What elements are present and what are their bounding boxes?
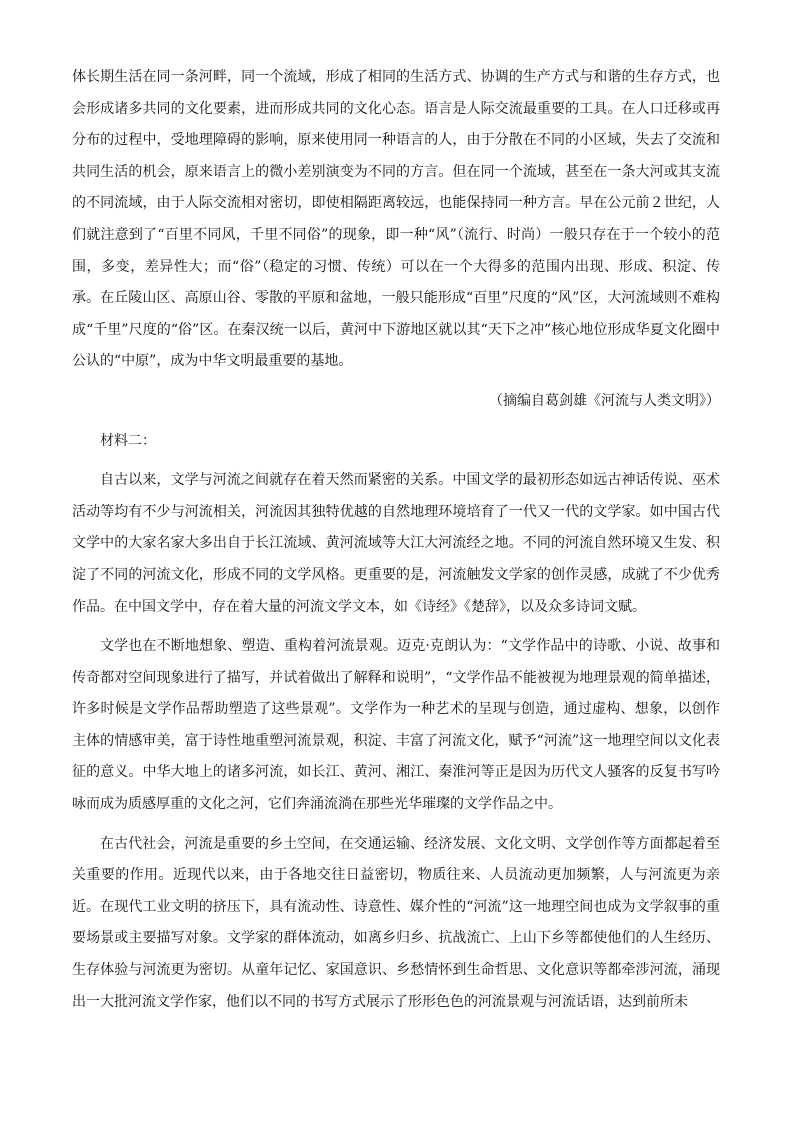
document-page [72, 62, 720, 1018]
paragraph-2: 文学也在不断地想象、塑造、重构着河流景观。迈克·克朗认为：“文学作品中的诗歌、小说、故事和传奇都对空间现象进行了描写，并试着做出了解释和说明”，“文学作品不能被视为地理景观的简单描述，许多时候是文学作品帮助塑造了这些景观”。文学作为一种艺术的呈现与创造，通过虚构、想象，以创作主体的情感审美，富于诗性地重塑河流景观，积淀、丰富了河流文化，赋予“河流”这一地理空间以文化表征的意义。中华大地上的诸多河流，如长江、黄河、湘江、秦淮河等正是因为历代文人骚客的反复书写吟咏而成为质感厚重的文化之河，它们奔涌流淌在那些光华璀璨的文学作品之中。 [72, 638, 720, 813]
source-citation: （摘编自葛剑雄《河流与人类文明》） [489, 392, 720, 409]
section-heading: 材料二： [100, 432, 156, 449]
paragraph-3: 在古代社会，河流是重要的乡土空间，在交通运输、经济发展、文化文明、文学创作等方面都起着至关重要的作用。近现代以来，由于各地交往日益密切，物质往来、人员流动更加频繁，人与河流更为亲近。在现代工业文明的挤压下，具有流动性、诗意性、媒介性的“河流”这一地理空间也成为文学叙事的重要场景或主要描写对象。文学家的群体流动，如离乡归乡、抗战流亡、上山下乡等都使他们的人生经历、生存体验与河流更为密切。从童年记忆、家国意识、乡愁情怀到生命哲思、文化意识等都牵涉河流，涌现出一大批河流文学作家，他们以不同的书写方式展示了形形色色的河流景观与河流话语，达到前所未 [72, 835, 720, 1010]
paragraph-continuation: 体长期生活在同一条河畔，同一个流域，形成了相同的生活方式、协调的生产方式与和谐的生存方式，也会形成诸多共同的文化要素，进而形成共同的文化心态。语言是人际交流最重要的工具。在人口迁移或再分布的过程中，受地理障碍的影响，原来使用同一种语言的人，由于分散在不同的小区域，失去了交流和共同生活的机会，原来语言上的微小差别演变为不同的方言。但在同一个流域，甚至在一条大河或其支流的不同流域，由于人际交流相对密切，即使相隔距离较远，也能保持同一种方言。早在公元前２世纪，人们就注意到了“百里不同风，千里不同俗”的现象，即一种“风”（流行、时尚）一般只存在于一个较小的范围，多变，差异性大；而“俗”（稳定的习惯、传统）可以在一个大得多的范围内出现、形成、积淀、传承。在丘陵山区、高原山谷、零散的平原和盆地，一般只能形成“百里”尺度的“风”区，大河流域则不难构成“千里”尺度的“俗”区。在秦汉统一以后，黄河中下游地区就以其“天下之冲”核心地位形成华夏文化圈中公认的“中原”，成为中华文明最重要的基地。 [72, 69, 720, 370]
paragraph-1: 自古以来，文学与河流之间就存在着天然而紧密的关系。中国文学的最初形态如远古神话传说、巫术活动等均有不少与河流相关，河流因其独特优越的自然地理环境培育了一代又一代的文学家。如中国古代文学中的大家名家大多出自于长江流域、黄河流域等大江大河流经之地。不同的河流自然环境又生发、积淀了不同的河流文化，形成不同的文学风格。更重要的是，河流触发文学家的创作灵感，成就了不少优秀作品。在中国文学中，存在着大量的河流文学文本，如《诗经》《楚辞》，以及众多诗词文赋。 [72, 472, 720, 615]
